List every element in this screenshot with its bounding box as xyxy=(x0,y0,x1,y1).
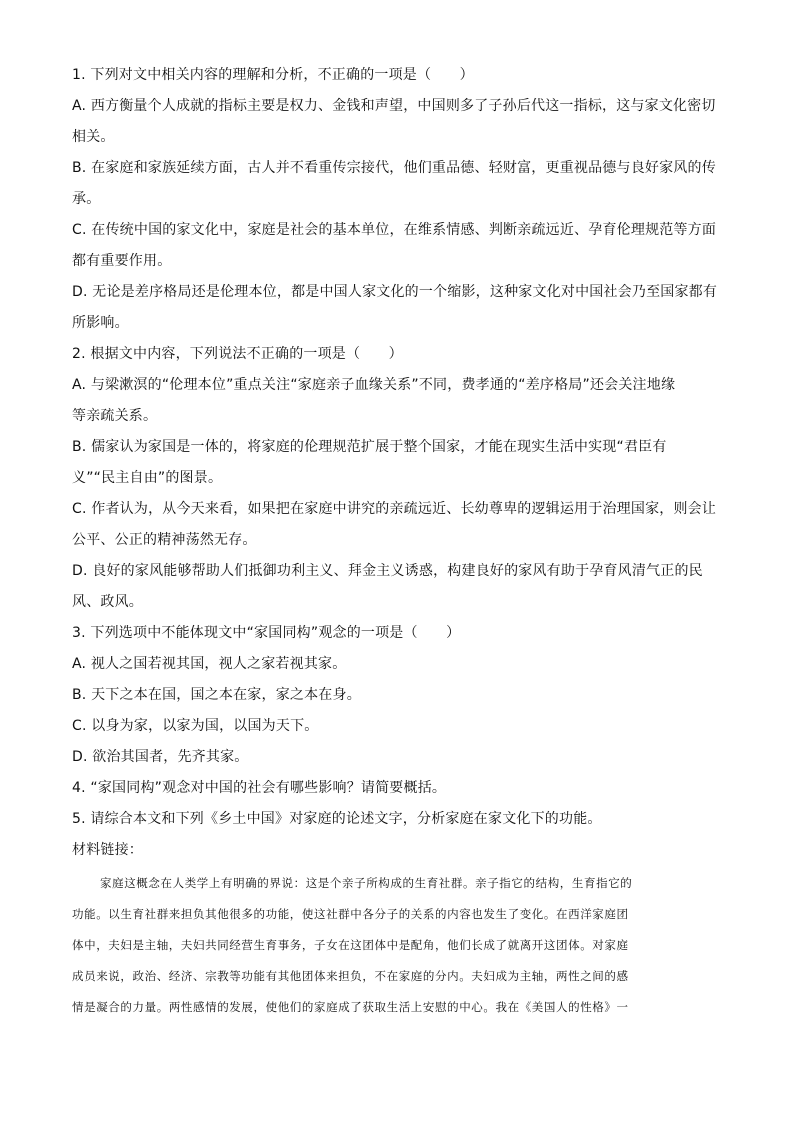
material-line: 体中，夫妇是主轴，夫妇共同经营生育事务，子女在这团体中是配角，他们长成了就离开这团体。对家庭 xyxy=(72,938,629,952)
material-passage xyxy=(72,868,722,1023)
material-line: 成员来说，政治、经济、宗教等功能有其他团体来担负，不在家庭的分内。夫妇成为主轴，两性之间的感 xyxy=(72,969,629,983)
question-2-option-c: C. 作者认为，从今天来看，如果把在家庭中讲究的亲疏远近、长幼尊卑的逻辑运用于治理国家，则会让 xyxy=(72,501,717,517)
question-1-option-d: D. 无论是差序格局还是伦理本位，都是中国人家文化的一个缩影，这种家文化对中国社会乃至国家都有 xyxy=(72,284,718,300)
question-2-option-d-cont: 风、政风。 xyxy=(72,594,143,610)
question-1-option-c-cont: 都有重要作用。 xyxy=(72,253,172,269)
question-1-option-c: C. 在传统中国的家文化中，家庭是社会的基本单位，在维系情感、判断亲疏远近、孕育伦理规范等方面 xyxy=(72,222,717,238)
question-3-option-b: B. 天下之本在国，国之本在家，家之本在身。 xyxy=(72,687,361,703)
material-heading: 材料链接： xyxy=(72,842,143,858)
question-1-option-b: B. 在家庭和家族延续方面，古人并不看重传宗接代，他们重品德、轻财富，更重视品德与良好家风的传 xyxy=(72,160,716,176)
question-4-stem: 4. “家国同构”观念对中国的社会有哪些影响？请简要概括。 xyxy=(72,780,447,796)
question-3-stem: 3. 下列选项中不能体现文中“家国同构”观念的一项是（ ） xyxy=(72,625,461,641)
question-3-option-d: D. 欲治其国者，先齐其家。 xyxy=(72,749,249,765)
question-1-option-a-cont: 相关。 xyxy=(72,129,115,145)
question-2-stem: 2. 根据文中内容，下列说法不正确的一项是（ ） xyxy=(72,346,403,362)
question-5-stem: 5. 请综合本文和下列《乡土中国》对家庭的论述文字，分析家庭在家文化下的功能。 xyxy=(72,811,602,827)
question-2-option-c-cont: 公平、公正的精神荡然无存。 xyxy=(72,532,257,548)
question-1-option-d-cont: 所影响。 xyxy=(72,315,129,331)
question-1-option-a: A. 西方衡量个人成就的指标主要是权力、金钱和声望，中国则多了子孙后代这一指标，这与家文化密切 xyxy=(72,98,716,114)
question-2-option-a: A. 与梁漱溟的“伦理本位”重点关注“家庭亲子血缘关系”不同，费孝通的“差序格局”还会关注地缘 xyxy=(72,377,676,393)
document-page xyxy=(72,60,722,1023)
question-2-option-b: B. 儒家认为家国是一体的，将家庭的伦理规范扩展于整个国家，才能在现实生活中实现“君臣有 xyxy=(72,439,667,455)
material-line: 情是凝合的力量。两性感情的发展，使他们的家庭成了获取生活上安慰的中心。我在《美国人的性格》一 xyxy=(72,1000,629,1014)
question-1-option-b-cont: 承。 xyxy=(72,191,101,207)
question-2-option-d: D. 良好的家风能够帮助人们抵御功利主义、拜金主义诱惑，构建良好的家风有助于孕育风清气正的民 xyxy=(72,563,703,579)
question-2-option-b-cont: 义”“民主自由”的图景。 xyxy=(72,470,223,486)
question-3-option-a: A. 视人之国若视其国，视人之家若视其家。 xyxy=(72,656,347,672)
material-line: 功能。以生育社群来担负其他很多的功能，使这社群中各分子的关系的内容也发生了变化。在西洋家庭团 xyxy=(72,907,629,921)
material-line: 家庭这概念在人类学上有明确的界说：这是个亲子所构成的生育社群。亲子指它的结构，生育指它的 xyxy=(100,876,633,890)
question-list xyxy=(72,60,722,866)
question-3-option-c: C. 以身为家，以家为国，以国为天下。 xyxy=(72,718,319,734)
question-2-option-a-cont: 等亲疏关系。 xyxy=(72,408,158,424)
question-1-stem: 1. 下列对文中相关内容的理解和分析，不正确的一项是（ ） xyxy=(72,67,474,83)
